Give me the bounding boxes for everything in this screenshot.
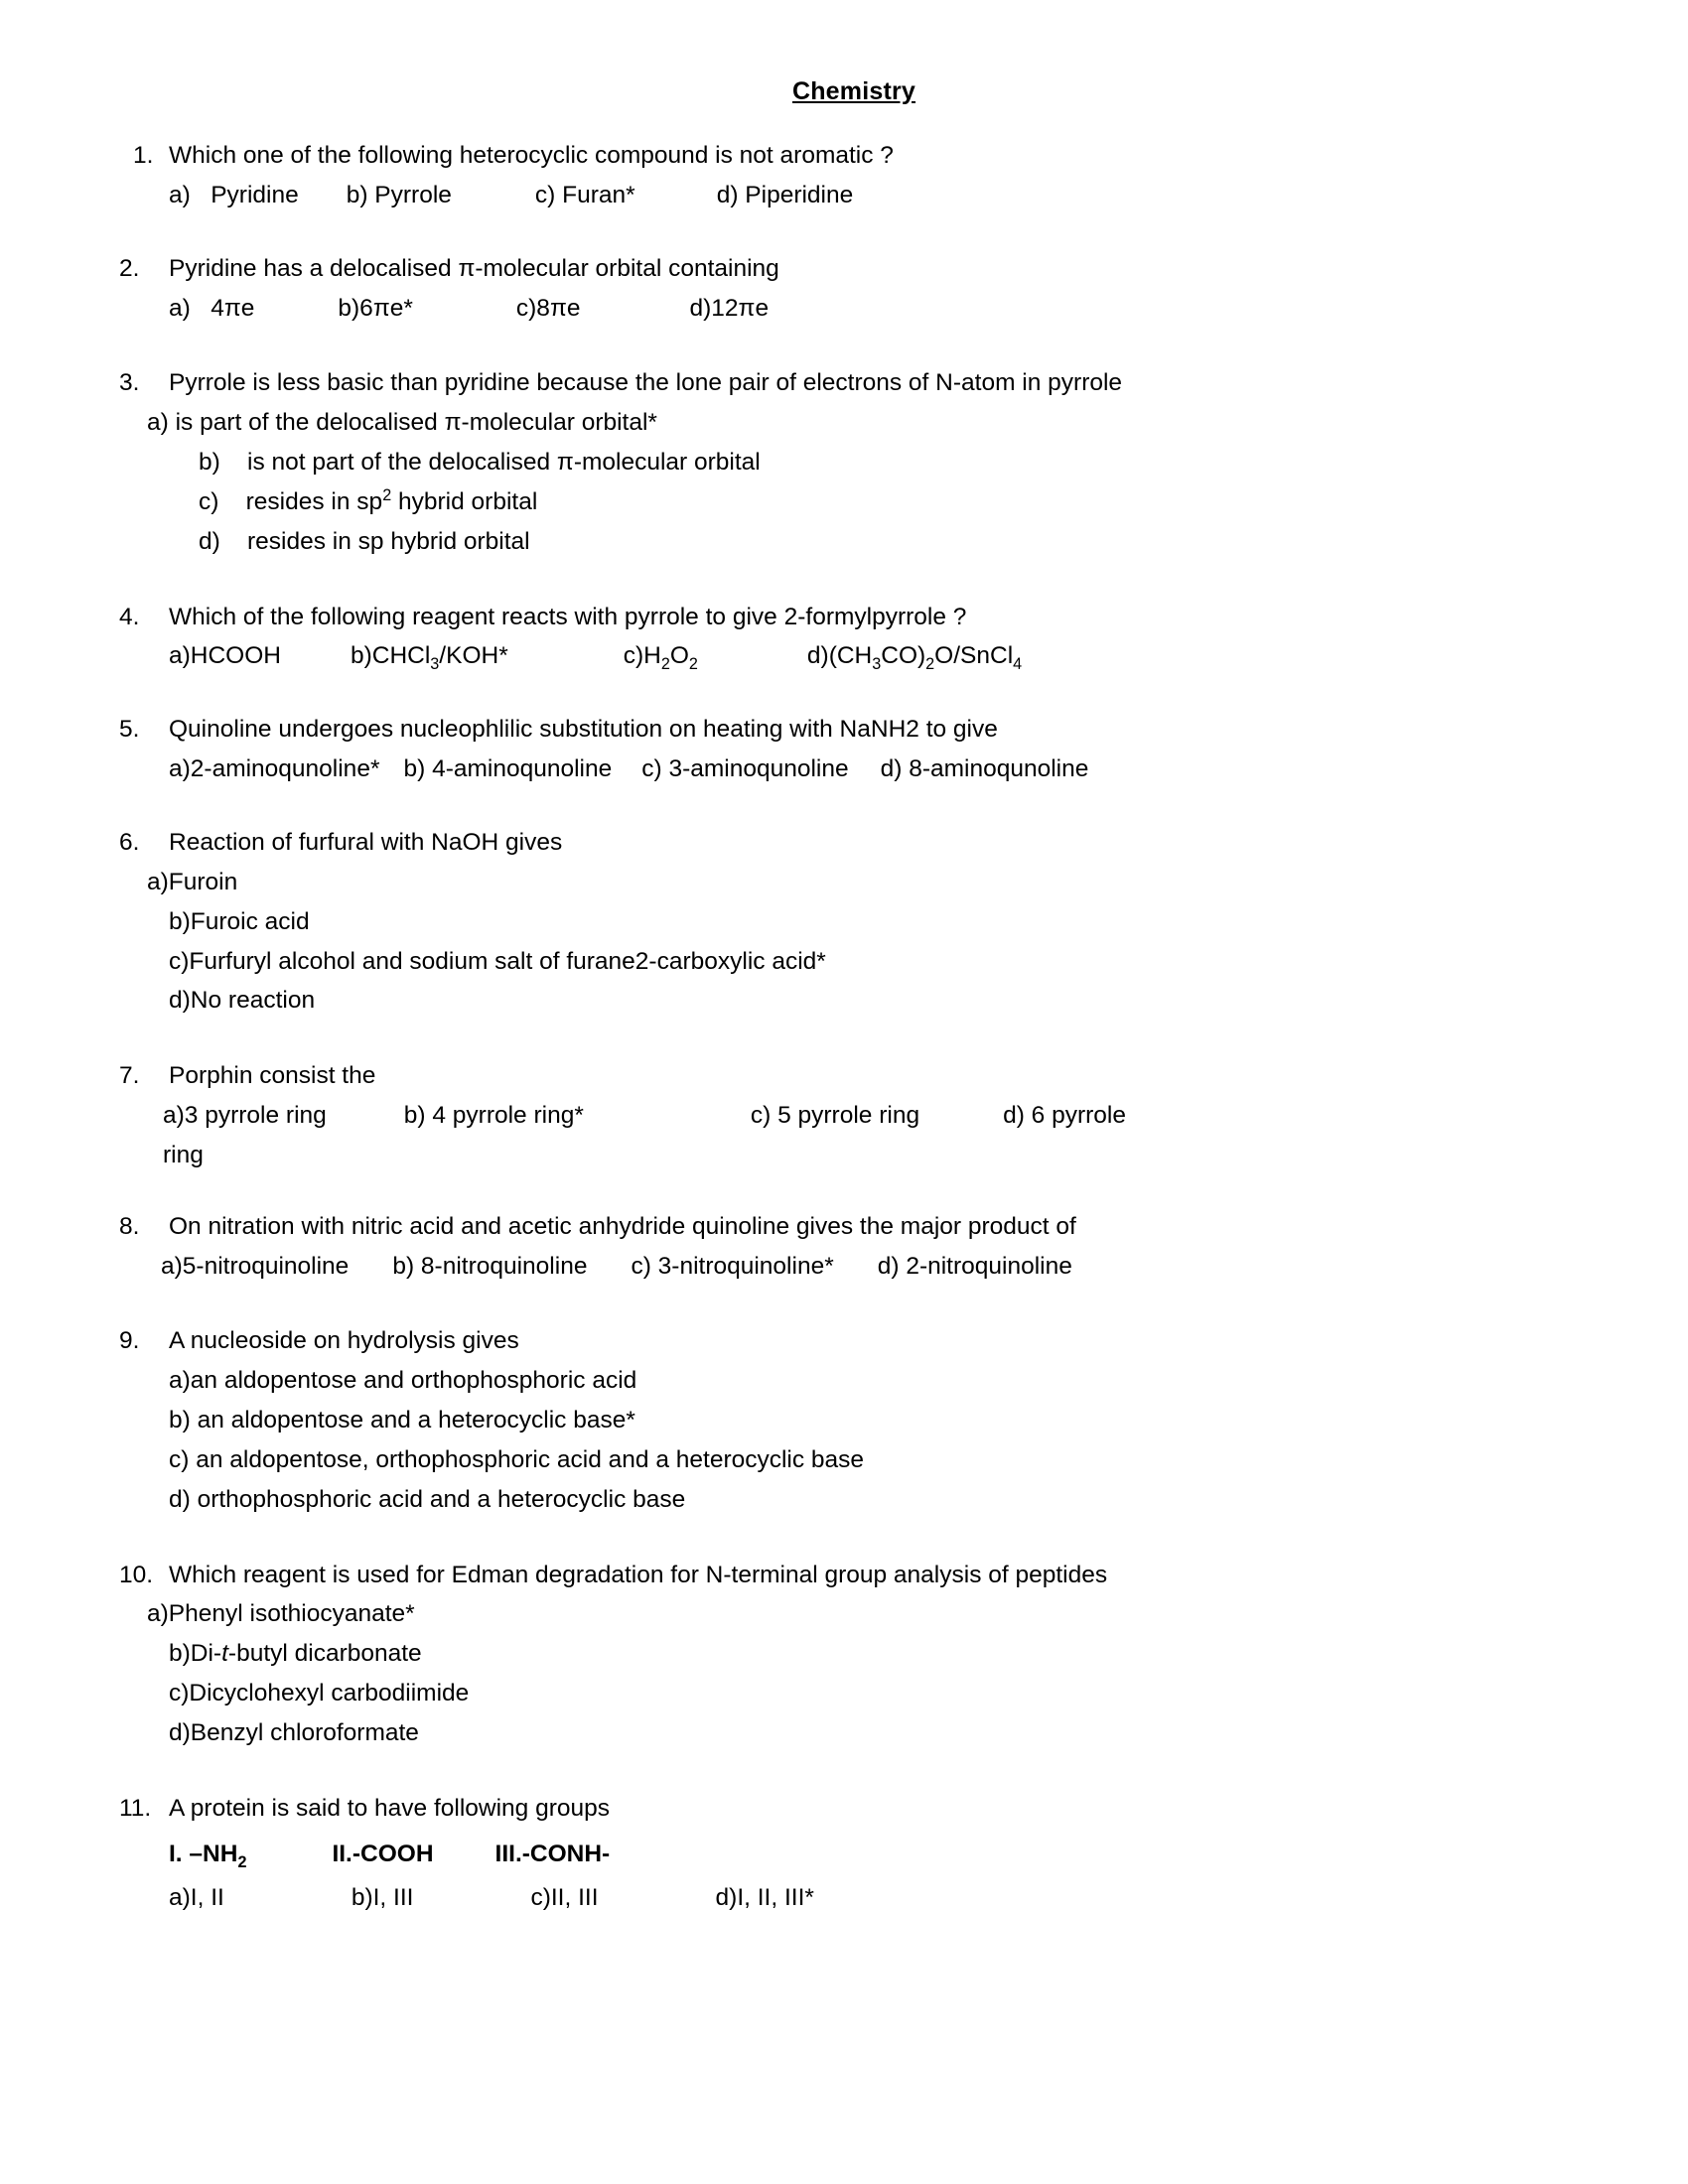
spacer [919, 1100, 1003, 1132]
question-heading [117, 367, 1571, 399]
option-c-pre: c)8 [515, 294, 550, 322]
option-a-pre: a) is part of the delocalised [147, 409, 445, 437]
option-b[interactable] [338, 293, 413, 325]
pi-symbol: π [556, 449, 574, 477]
option-c-post: hybrid orbital [391, 487, 538, 515]
pi-symbol: π [444, 409, 462, 437]
spacer [281, 640, 351, 672]
subscript: 2 [688, 655, 698, 674]
option-a[interactable]: a) Pyridine [169, 181, 299, 208]
spacer [849, 753, 881, 785]
option-row [161, 1251, 1571, 1283]
question-text: Pyrrole is less basic than pyridine because the lone pair of electrons of N-atom in pyrrole [169, 369, 1123, 397]
question-item [117, 602, 1571, 673]
option-b[interactable]: b) an aldopentose and a heterocyclic base* [169, 1407, 635, 1434]
option-b[interactable] [147, 447, 1571, 478]
option-b-pre: b) is not part of the delocalised [199, 449, 557, 477]
option-a[interactable]: a)HCOOH [169, 642, 281, 670]
question-heading [117, 827, 1571, 859]
option-a-post: e [240, 294, 255, 322]
option-b-post: -butyl dicarbonate [227, 1640, 422, 1668]
option-row [169, 753, 1571, 785]
option-a[interactable]: a)Phenyl isothiocyanate* [147, 1600, 415, 1628]
option-d-pre: d)12 [689, 294, 739, 322]
spacer [587, 1251, 631, 1283]
option-c-part: c)H [623, 642, 661, 670]
question-heading [117, 1325, 1571, 1357]
option-group [117, 640, 1571, 672]
option-group [117, 1100, 1571, 1171]
spacer [584, 1100, 751, 1132]
question-heading [117, 1793, 1571, 1825]
question-item [117, 827, 1571, 1017]
question-heading [117, 1211, 1571, 1243]
question-text: Which one of the following heterocyclic compound is not aromatic ? [169, 142, 894, 169]
pi-symbol: π [458, 254, 476, 282]
question-text [169, 253, 1571, 285]
option-row [169, 1882, 1571, 1914]
spacer [413, 1882, 530, 1914]
option-d[interactable]: d)No reaction [169, 987, 316, 1015]
option-d[interactable] [689, 293, 769, 325]
question-heading [117, 1560, 1571, 1591]
option-a[interactable] [147, 407, 1571, 439]
question-text: Which reagent is used for Edman degradation for N-terminal group analysis of peptides [169, 1561, 1108, 1588]
subscript: 2 [660, 655, 670, 674]
spacer [246, 1839, 332, 1870]
group-label-ii: II.-COOH [332, 1840, 434, 1867]
question-item [117, 714, 1571, 785]
spacer [224, 1882, 352, 1914]
group-label-row [169, 1839, 1571, 1870]
option-b-italic: t [221, 1640, 228, 1668]
option-row [169, 640, 1571, 672]
option-b[interactable]: b) 8-nitroquinoline [392, 1252, 588, 1280]
spacer [452, 180, 535, 211]
option-b[interactable]: b) 4 pyrrole ring* [403, 1102, 584, 1130]
spacer [254, 293, 338, 325]
subscript: 2 [237, 1852, 247, 1871]
option-row [169, 293, 1571, 325]
option-d[interactable]: d) orthophosphoric acid and a heterocyclic base [169, 1485, 686, 1513]
question-text: A protein is said to have following groups [169, 1794, 610, 1822]
option-group [117, 753, 1571, 785]
question-number: 9. [119, 1327, 140, 1355]
question-number: 8. [119, 1212, 140, 1240]
option-d[interactable]: d) Piperidine [716, 181, 854, 208]
question-text: Which of the following reagent reacts with pyrrole to give 2-formylpyrrole ? [169, 603, 967, 630]
option-group [117, 1882, 1571, 1914]
spacer [413, 293, 516, 325]
option-b-pre: b)6 [338, 294, 373, 322]
option-a[interactable]: a)3 pyrrole ring [163, 1102, 327, 1130]
option-b[interactable]: b)Furoic acid [169, 907, 310, 935]
question-number: 10. [119, 1561, 154, 1588]
option-c[interactable]: c) 3-nitroquinoline* [631, 1252, 834, 1280]
option-d-part: O/SnCl [934, 642, 1014, 670]
spacer [327, 1100, 404, 1132]
option-c[interactable]: c) 3-aminoqunoline [641, 755, 849, 783]
option-c-post: e [566, 294, 581, 322]
question-heading [117, 1060, 1571, 1092]
option-group [117, 867, 1571, 1017]
option-c[interactable]: c) Furan* [534, 181, 635, 208]
group-row [117, 1839, 1571, 1870]
option-d[interactable]: d) 2-nitroquinoline [877, 1252, 1072, 1280]
spacer [349, 1251, 392, 1283]
group-i-text: I. –NH [169, 1840, 238, 1867]
group-label-i [169, 1839, 246, 1870]
question-item [117, 1325, 1571, 1515]
subscript: 4 [1013, 655, 1023, 674]
option-a[interactable]: a)5-nitroquinoline [161, 1252, 350, 1280]
question-text-pre: Pyridine has a delocalised [169, 254, 459, 282]
option-b[interactable] [351, 640, 508, 672]
option-c-part: O [669, 642, 689, 670]
option-a-post: -molecular orbital* [461, 409, 657, 437]
option-d[interactable]: d) 8-aminoqunoline [880, 755, 1089, 783]
question-text: Porphin consist the [169, 1062, 376, 1090]
option-d-post: e [755, 294, 770, 322]
question-text: Quinoline undergoes nucleophlilic substitution on heating with NaNH2 to give [169, 716, 998, 744]
option-a[interactable]: a)2-aminoqunoline* [169, 755, 380, 783]
question-number: 7. [119, 1062, 140, 1090]
option-group [117, 1251, 1571, 1283]
question-number: 2. [119, 254, 140, 282]
question-text: Reaction of furfural with NaOH gives [169, 828, 563, 856]
option-d[interactable]: d)I, II, III* [715, 1883, 814, 1911]
spacer [434, 1839, 495, 1870]
group-label-iii: III.-CONH- [494, 1840, 611, 1867]
option-group [117, 1598, 1571, 1748]
option-c[interactable]: c)Dicyclohexyl carbodiimide [169, 1680, 470, 1707]
option-group [117, 180, 1571, 211]
option-c[interactable]: c)Furfuryl alcohol and sodium salt of furane2-carboxylic acid* [169, 947, 826, 975]
option-c[interactable] [147, 486, 1571, 518]
pi-symbol: π [549, 294, 567, 322]
question-text: A nucleoside on hydrolysis gives [169, 1327, 519, 1355]
option-c[interactable]: c) 5 pyrrole ring [750, 1102, 920, 1130]
question-text: On nitration with nitric acid and acetic anhydride quinoline gives the major product of [169, 1212, 1076, 1240]
spacer [834, 1251, 878, 1283]
option-a[interactable]: a)an aldopentose and orthophosphoric acid [169, 1367, 637, 1395]
option-a[interactable]: a)Furoin [147, 868, 238, 895]
question-number: 3. [119, 369, 140, 397]
option-c[interactable]: c)II, III [530, 1883, 599, 1911]
question-item [117, 140, 1571, 211]
question-item [117, 367, 1571, 557]
question-item [117, 1211, 1571, 1283]
question-heading [117, 602, 1571, 633]
spacer [698, 640, 807, 672]
option-c-pre: c) resides in sp [199, 487, 383, 515]
option-group [117, 1365, 1571, 1515]
option-b[interactable] [147, 1638, 1571, 1670]
option-c[interactable]: c) an aldopentose, orthophosphoric acid and a heterocyclic base [169, 1445, 865, 1473]
option-a[interactable] [169, 293, 254, 325]
option-group [117, 407, 1571, 557]
spacer [612, 753, 641, 785]
pi-symbol: π [223, 294, 241, 322]
option-d-wrap: ring [163, 1141, 204, 1168]
question-item [117, 1560, 1571, 1749]
option-d-part: CO) [881, 642, 926, 670]
question-number: 5. [119, 716, 140, 744]
question-number: 1. [133, 142, 154, 169]
option-b-part: b)CHCl [350, 642, 431, 670]
spacer [599, 1882, 716, 1914]
option-d-part: d)(CH [806, 642, 873, 670]
question-heading [117, 253, 1571, 285]
spacer [299, 180, 347, 211]
option-b-part: /KOH* [439, 642, 508, 670]
option-c[interactable] [516, 293, 581, 325]
superscript: 2 [382, 485, 392, 504]
question-heading [117, 714, 1571, 746]
question-number: 6. [119, 828, 140, 856]
question-item [117, 253, 1571, 325]
option-row [163, 1100, 1571, 1132]
option-row [169, 180, 1571, 211]
option-b[interactable]: b) 4-aminoqunoline [403, 755, 613, 783]
option-c[interactable] [624, 640, 698, 672]
option-group [117, 293, 1571, 325]
option-b[interactable]: b) Pyrrole [346, 181, 452, 208]
pi-symbol: π [738, 294, 756, 322]
question-number: 11. [119, 1794, 152, 1822]
option-d[interactable] [807, 640, 1022, 672]
spacer [379, 753, 403, 785]
spacer [635, 180, 717, 211]
question-item [117, 1060, 1571, 1171]
subscript: 2 [925, 655, 935, 674]
question-list [117, 140, 1571, 1913]
option-d[interactable]: d) 6 pyrrole [1003, 1102, 1126, 1130]
question-item [117, 1793, 1571, 1914]
option-a[interactable]: a)I, II [169, 1883, 224, 1911]
option-b-pre: b)Di- [169, 1640, 222, 1668]
question-heading [117, 140, 1571, 172]
option-b-post: -molecular orbital [573, 449, 761, 477]
spacer [580, 293, 689, 325]
option-a-pre: a) 4 [169, 294, 224, 322]
option-d[interactable]: d)Benzyl chloroformate [169, 1719, 419, 1746]
question-number: 4. [119, 603, 140, 630]
option-b[interactable]: b)I, III [351, 1883, 414, 1911]
question-text-post: -molecular orbital containing [475, 254, 779, 282]
option-d[interactable]: d) resides in sp hybrid orbital [199, 527, 530, 555]
pi-symbol: π [372, 294, 390, 322]
spacer [508, 640, 624, 672]
page-title: Chemistry [791, 77, 916, 105]
option-b-post: e* [389, 294, 413, 322]
subscript: 3 [430, 655, 440, 674]
subscript: 3 [872, 655, 882, 674]
